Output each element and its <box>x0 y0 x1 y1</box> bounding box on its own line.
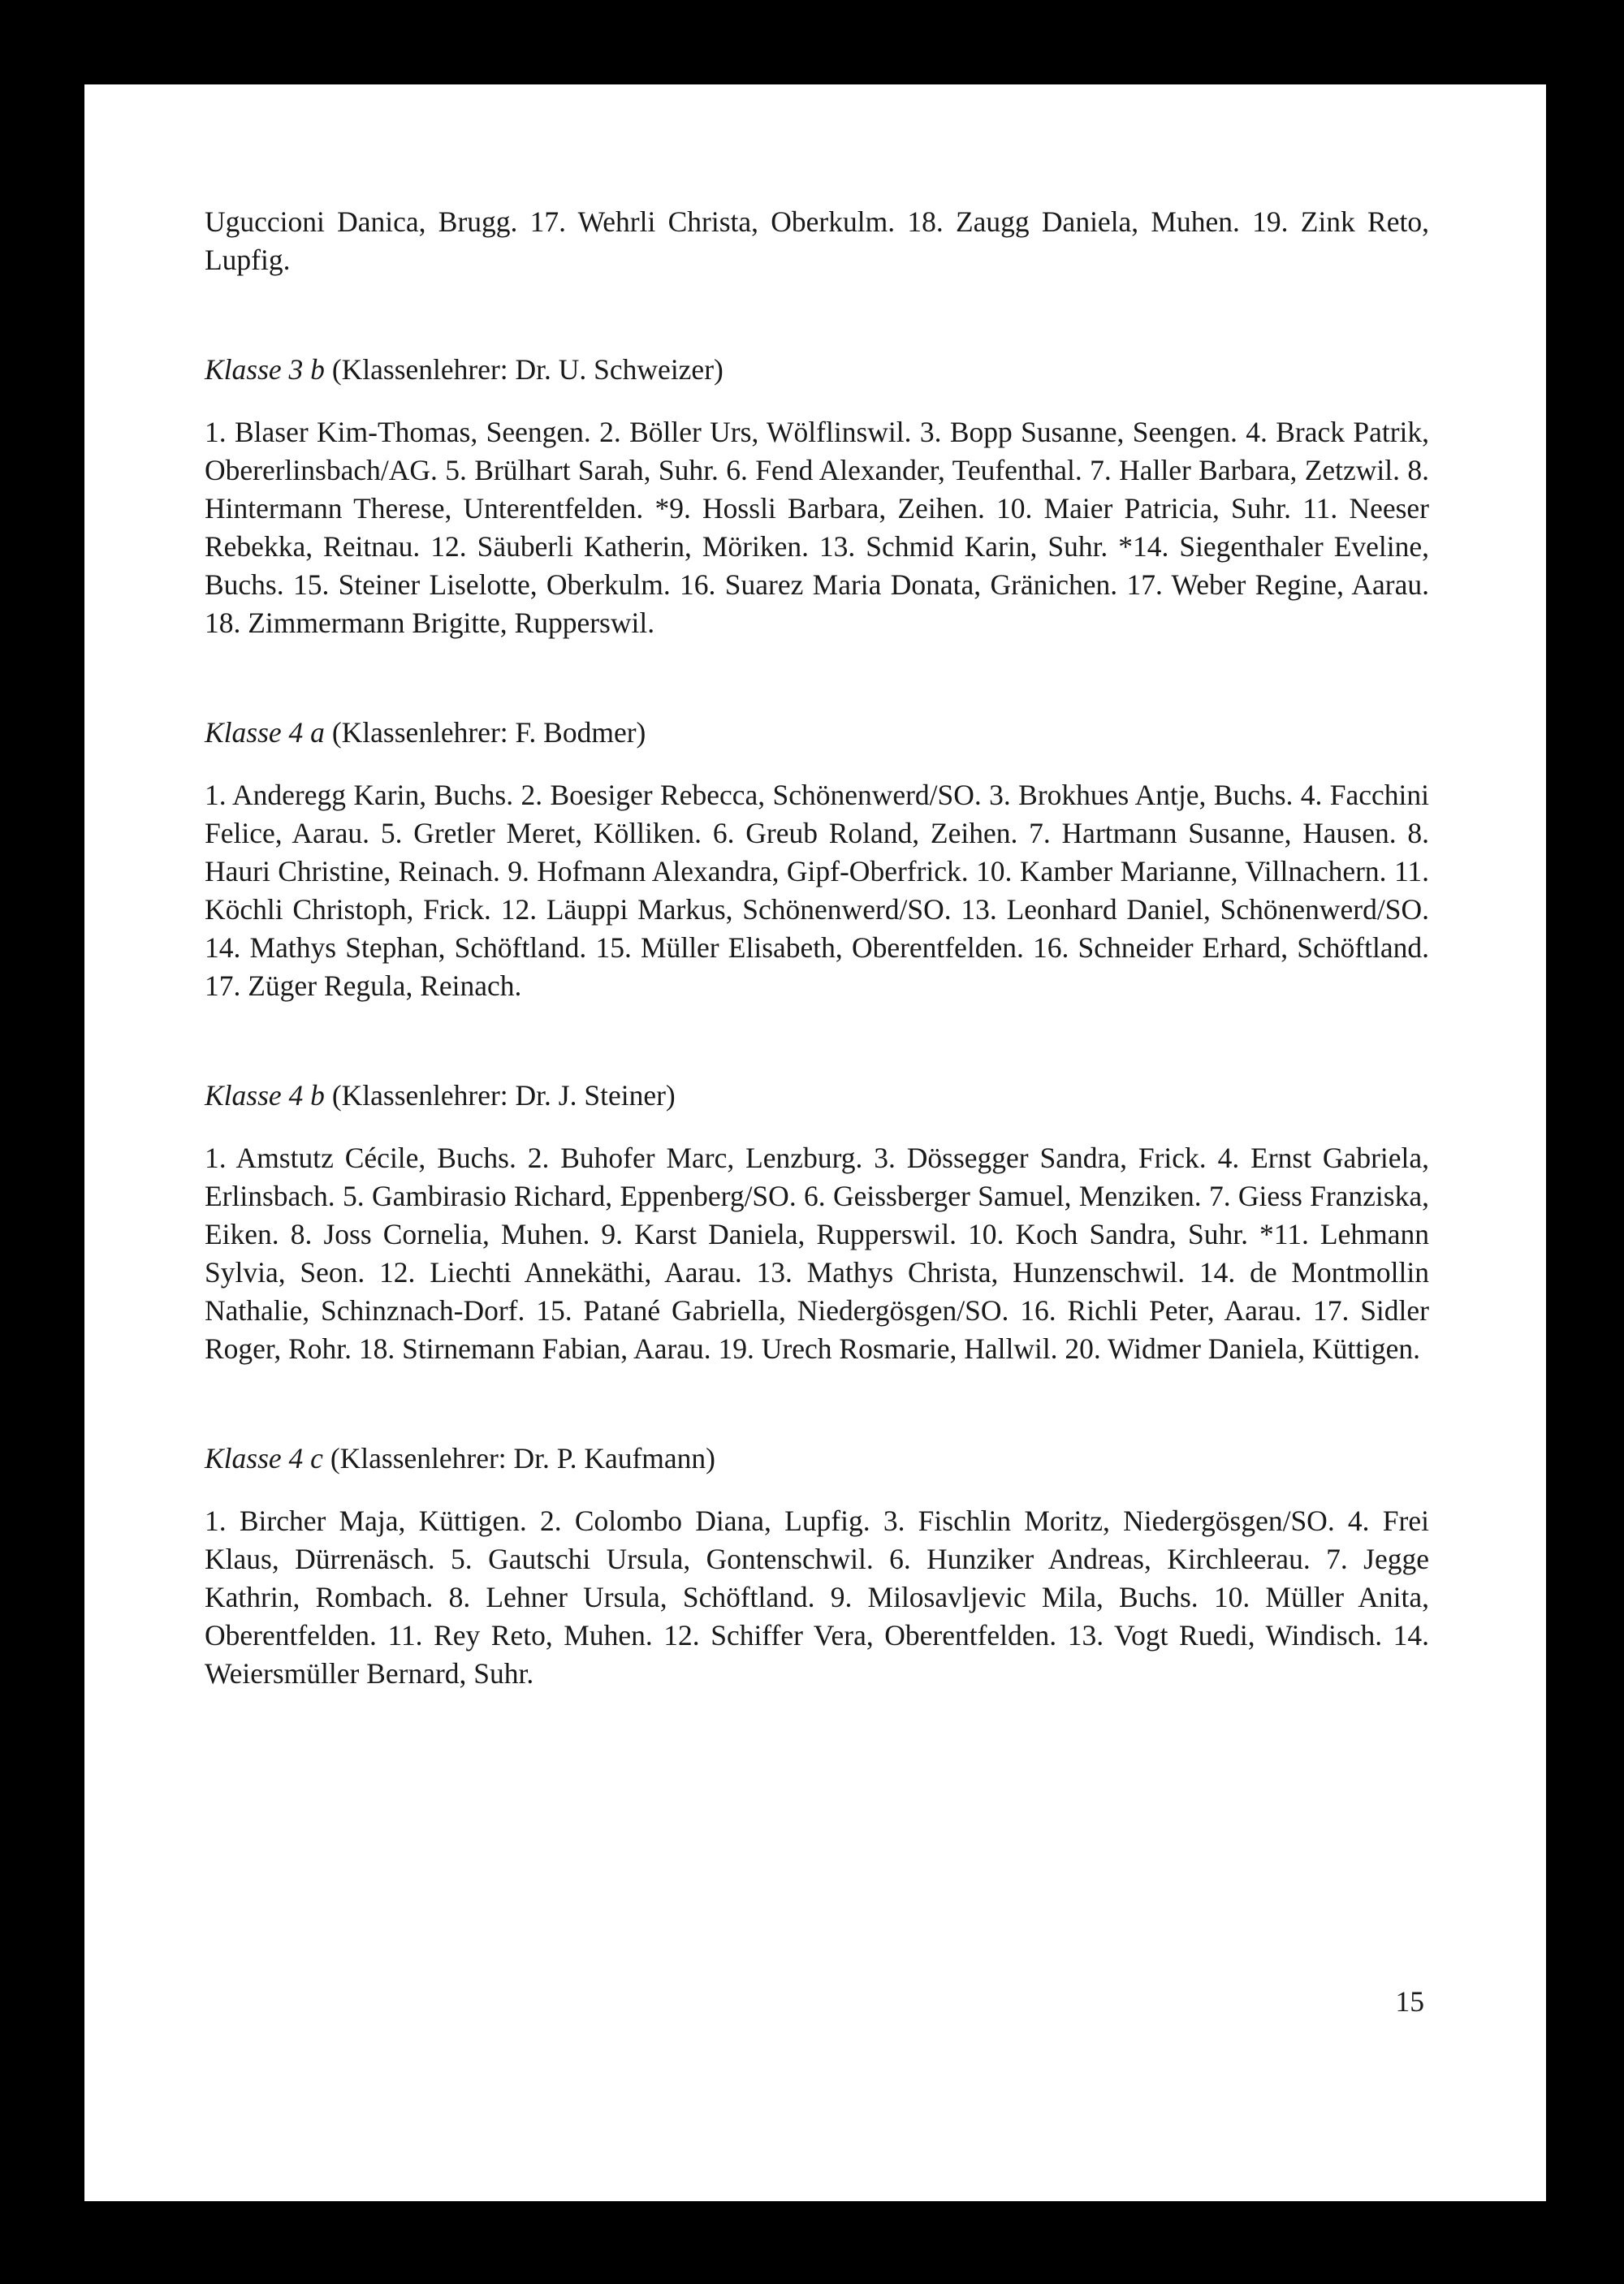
class-name: Klasse 3 b <box>205 353 325 386</box>
page-content <box>205 203 1429 1693</box>
section-heading-4c <box>205 1440 1429 1478</box>
class-name: Klasse 4 b <box>205 1079 325 1112</box>
teacher-name: (Klassenlehrer: Dr. P. Kaufmann) <box>330 1442 716 1474</box>
student-list-4b: 1. Amstutz Cécile, Buchs. 2. Buhofer Marc, Lenzburg. 3. Dössegger Sandra, Frick. 4. Ernst Gabriela, Erlinsbach. 5. Gambirasio Richard, Eppenberg/SO. 6. Geissberger Samuel, Menziken. 7. Giess Franziska, Eiken. 8. Joss Cornelia, Muhen. 9. Karst Daniela, Rupperswil. 10. Koch Sandra, Suhr. *11. Lehmann Sylvia, Seon. 12. Liechti Annekäthi, Aarau. 13. Mathys Christa, Hunzenschwil. 14. de Montmollin Nathalie, Schinznach-Dorf. 15. Patané Gabriella, Niedergösgen/SO. 16. Richli Peter, Aarau. 17. Sidler Roger, Rohr. 18. Stirnemann Fabian, Aarau. 19. Urech Rosmarie, Hallwil. 20. Widmer Daniela, Küttigen. <box>205 1142 1429 1365</box>
section-heading-4b <box>205 1077 1429 1115</box>
student-list-4a: 1. Anderegg Karin, Buchs. 2. Boesiger Rebecca, Schönenwerd/SO. 3. Brokhues Antje, Buchs. 4. Facchini Felice, Aarau. 5. Gretler Meret, Kölliken. 6. Greub Roland, Zeihen. 7. Hartmann Susanne, Hausen. 8. Hauri Christine, Reinach. 9. Hofmann Alexandra, Gipf-Oberfrick. 10. Kamber Marianne, Villnachern. 11. Köchli Christoph, Frick. 12. Läuppi Markus, Schönenwerd/SO. 13. Leonhard Daniel, Schönenwerd/SO. 14. Mathys Stephan, Schöftland. 15. Müller Elisabeth, Oberentfelden. 16. Schneider Erhard, Schöftland. 17. Züger Regula, Reinach. <box>205 779 1429 1002</box>
section-heading-3b <box>205 351 1429 389</box>
page-number: 15 <box>1395 1985 1424 2018</box>
teacher-name: (Klassenlehrer: Dr. U. Schweizer) <box>331 353 723 386</box>
student-list-4c: 1. Bircher Maja, Küttigen. 2. Colombo Diana, Lupfig. 3. Fischlin Moritz, Niedergösgen/SO. 4. Frei Klaus, Dürrenäsch. 5. Gautschi Ursula, Gontenschwil. 6. Hunziker Andreas, Kirchleerau. 7. Jegge Kathrin, Rombach. 8. Lehner Ursula, Schöftland. 9. Milosavljevic Mila, Buchs. 10. Müller Anita, Oberentfelden. 11. Rey Reto, Muhen. 12. Schiffer Vera, Oberentfelden. 13. Vogt Ruedi, Windisch. 14. Weiersmüller Bernard, Suhr. <box>205 1505 1429 1690</box>
section-heading-4a <box>205 714 1429 752</box>
student-list-3b: 1. Blaser Kim-Thomas, Seengen. 2. Böller Urs, Wölflinswil. 3. Bopp Susanne, Seengen. 4. Brack Patrik, Obererlinsbach/AG. 5. Brülhart Sarah, Suhr. 6. Fend Alexander, Teufenthal. 7. Haller Barbara, Zetzwil. 8. Hintermann Therese, Unterentfelden. *9. Hossli Barbara, Zeihen. 10. Maier Patricia, Suhr. 11. Neeser Rebekka, Reitnau. 12. Säuberli Katherin, Möriken. 13. Schmid Karin, Suhr. *14. Siegenthaler Eveline, Buchs. 15. Steiner Liselotte, Oberkulm. 16. Suarez Maria Donata, Gränichen. 17. Weber Regine, Aarau. 18. Zimmermann Brigitte, Rupperswil. <box>205 416 1429 639</box>
class-name: Klasse 4 c <box>205 1442 323 1474</box>
document-page <box>84 84 1546 2201</box>
teacher-name: (Klassenlehrer: Dr. J. Steiner) <box>331 1079 676 1112</box>
teacher-name: (Klassenlehrer: F. Bodmer) <box>331 716 646 749</box>
class-name: Klasse 4 a <box>205 716 325 749</box>
intro-paragraph: Uguccioni Danica, Brugg. 17. Wehrli Christa, Oberkulm. 18. Zaugg Daniela, Muhen. 19. Zink Reto, Lupfig. <box>205 205 1429 276</box>
